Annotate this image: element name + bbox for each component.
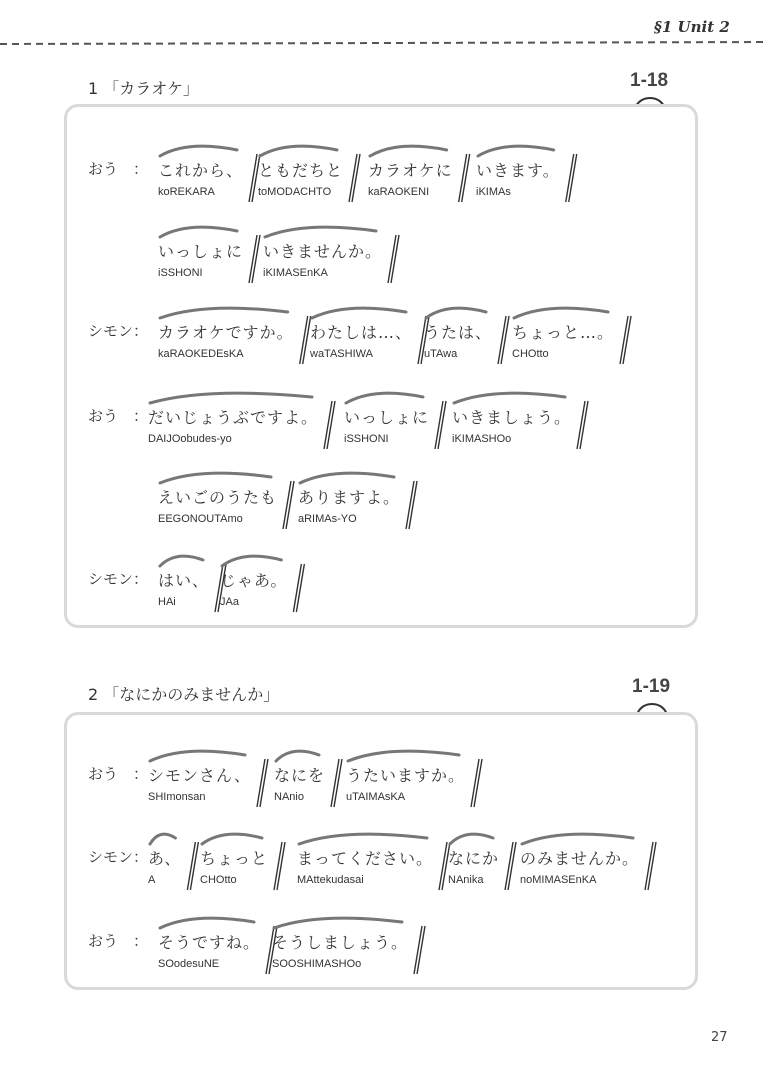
phrase-romaji: JAa: [220, 596, 239, 608]
speaker-name: シモン：: [88, 848, 149, 866]
phrase-japanese: まってください。: [297, 849, 434, 868]
phrase-japanese: あ、: [148, 849, 182, 868]
phrase-romaji: SHImonsan: [148, 791, 206, 803]
phrase-japanese: そうですね。: [158, 933, 261, 952]
dialogue-box-1: [64, 104, 698, 628]
phrase-romaji: kaRAOKEDEsKA: [158, 348, 244, 360]
phrase-japanese: うたは、: [424, 323, 493, 342]
phrase-japanese: はい、: [158, 571, 210, 590]
track-number-2: 1-19: [632, 676, 671, 697]
phrase-romaji: EEGONOUTAmo: [158, 513, 243, 525]
phrase-japanese: のみませんか。: [520, 849, 640, 868]
phrase-romaji: uTAwa: [424, 348, 458, 360]
phrase-romaji: kaRAOKENI: [368, 186, 430, 198]
phrase-romaji: CHOtto: [512, 348, 549, 360]
phrase-romaji: HAi: [158, 596, 176, 608]
unit-label: §1 Unit 2: [654, 18, 730, 36]
phrase-romaji: iKIMAs: [476, 186, 511, 198]
speaker-name: おう ：: [88, 932, 149, 950]
speaker-name: シモン：: [88, 322, 149, 340]
header-dash-divider: [0, 38, 768, 48]
track-number-1: 1-18: [630, 70, 669, 91]
phrase-japanese: そうしましょう。: [272, 933, 409, 952]
phrase-japanese: いっしょに: [158, 242, 244, 261]
phrase-japanese: ありますよ。: [298, 488, 401, 507]
phrase-japanese: ともだちと: [258, 161, 344, 180]
speaker-name: シモン：: [88, 570, 149, 588]
phrase-japanese: カラオケに: [368, 161, 453, 180]
speaker-name: おう ：: [88, 160, 149, 178]
phrase-japanese: いきましょう。: [452, 408, 572, 427]
section-2-title: 2 「なにかのみませんか」: [88, 685, 280, 704]
phrase-japanese: いきませんか。: [263, 242, 383, 261]
phrase-japanese: いきます。: [476, 161, 560, 180]
speaker-name: おう ：: [88, 765, 149, 783]
phrase-romaji: DAIJOobudes-yo: [148, 433, 232, 445]
phrase-romaji: toMODACHTO: [258, 186, 332, 198]
phrase-japanese: これから、: [158, 161, 244, 180]
phrase-japanese: わたしは…、: [310, 323, 413, 342]
phrase-japanese: ちょっと…。: [512, 323, 615, 342]
phrase-japanese: いっしょに: [344, 408, 430, 427]
phrase-romaji: iKIMASHOo: [452, 433, 512, 445]
phrase-romaji: MAttekudasai: [297, 874, 364, 886]
phrase-japanese: えいごのうたも: [158, 488, 278, 507]
phrase-romaji: SOodesuNE: [158, 958, 220, 970]
phrase-romaji: iKIMASEnKA: [263, 267, 328, 279]
phrase-romaji: CHOtto: [200, 874, 237, 886]
phrase-romaji: noMIMASEnKA: [520, 874, 597, 886]
phrase-japanese: カラオケですか。: [158, 323, 294, 342]
phrase-japanese: なにを: [274, 766, 326, 785]
page-number: 27: [711, 1030, 728, 1045]
phrase-romaji: NAnio: [274, 791, 304, 803]
phrase-romaji: iSSHONI: [344, 433, 389, 445]
phrase-romaji: SOOSHIMASHOo: [272, 958, 362, 970]
speaker-name: おう ：: [88, 407, 149, 425]
phrase-romaji: NAnika: [448, 874, 484, 886]
phrase-japanese: だいじょうぶですよ。: [148, 408, 319, 427]
phrase-japanese: ちょっと: [200, 849, 269, 868]
phrase-romaji: iSSHONI: [158, 267, 203, 279]
phrase-japanese: なにか: [448, 849, 500, 868]
phrase-romaji: uTAIMAsKA: [346, 791, 406, 803]
phrase-japanese: うたいますか。: [346, 766, 466, 785]
phrase-japanese: シモンさん、: [148, 766, 251, 785]
section-1-title: 1 「カラオケ」: [88, 79, 199, 98]
phrase-japanese: じゃあ。: [220, 571, 288, 590]
phrase-romaji: A: [148, 874, 156, 886]
phrase-romaji: aRIMAs-YO: [298, 513, 357, 525]
phrase-romaji: waTASHIWA: [310, 348, 373, 360]
phrase-romaji: koREKARA: [158, 186, 215, 198]
